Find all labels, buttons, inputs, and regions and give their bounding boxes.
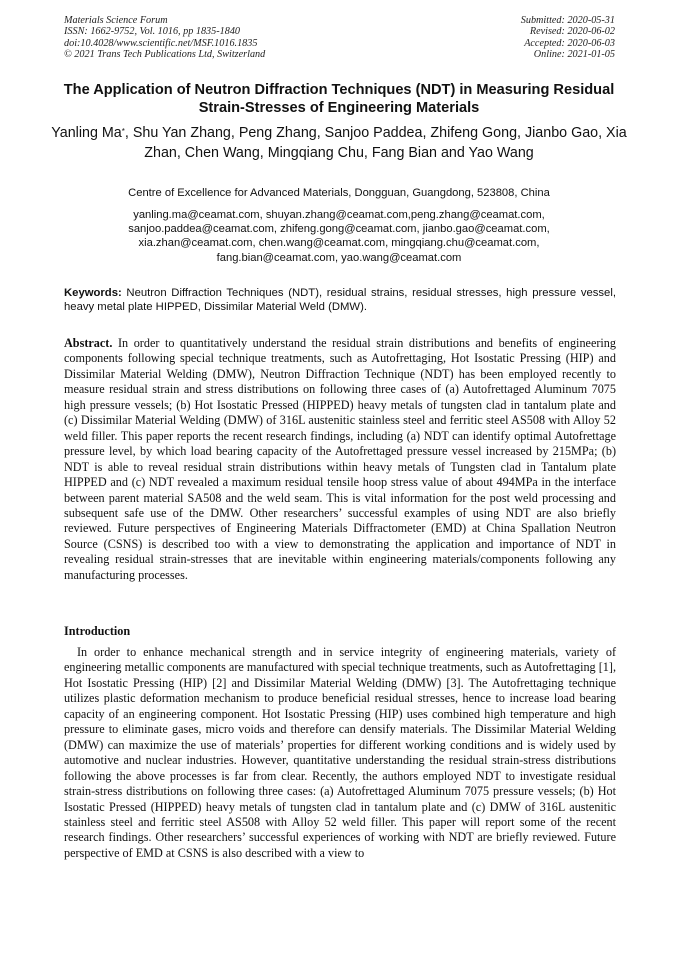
journal-info — [64, 15, 265, 60]
abstract-label: Abstract. — [64, 336, 113, 350]
publication-dates — [521, 15, 615, 60]
journal-issn: ISSN: 1662-9752, Vol. 1016, pp 1835-1840 — [64, 26, 241, 38]
other-authors: , Shu Yan Zhang, Peng Zhang, Sanjoo Paddea, Zhifeng Gong, Jianbo Gao, Xia Zhan, Chen Wang, Mingqiang Chu, Fang Bian and Yao Wang — [124, 125, 627, 161]
abstract — [64, 336, 616, 583]
introduction-paragraph: In order to enhance mechanical strength and in service integrity of engineering materials, variety of engineering metallic components are manufactured with special technique treatments, such as Autofrettaging [1], Hot Isostatic Pressing (HIP) [2] and Dissimilar Material Welding (DMW) [3]. The Autofrettaging technique utilizes plastic deformation mechanism to produce beneficial residual stresses, hence to increase load bearing capacity of an engineering component. Hot Isostatic Pressing (HIP) uses combined high temperature and high pressure to eliminate gases, micro voids and therefore can densify materials. The Dissimilar Material Welding (DMW) can maximize the use of materials’ properties for different working conditions and is widely used by automotive and nuclear industries. However, quantitative understanding the residual strain-stress distributions following the above processes is far from clear. Recently, the authors employed NDT to investigate residual strain-stress distributions on following three cases: (a) Autofrettaged Aluminum 7075 pressure vessels; (b) Hot Isostatic Pressed (HIPPED) heavy metals of tungsten clad in tantalum plate and (c) DMW of 316L austenitic stainless steel and ferritic steel AS508 with Alloy 52 weld filler. This paper will report some of the recent research findings. Other researchers’ successful experiences of working with NDT are briefly reviewed. Future perspective of EMD at CSNS is also described with a view to — [64, 645, 616, 860]
date-submitted: Submitted: 2020-05-31 — [520, 15, 615, 26]
corresponding-author-mark: * — [121, 127, 125, 136]
date-revised: Revised: 2020-06-02 — [529, 26, 615, 38]
abstract-text: In order to quantitatively understand the residual strain distributions and benefits of engineering components following special technique treatments, such as Autofrettaging, Hot Isostatic Pressing (HIP) and Dissimilar Material Welding (DMW), Neutron Diffraction Technique (NDT) has been employed recently to measure residual strain and stress distributions on following three cases of (a) Autofrettaged Aluminum 7075 high pressure vessels; (b) Hot Isostatic Pressed (HIPPED) heavy metals of tungsten clad in tantalum plate and (c) Dissimilar Material Welding (DMW) of 316L austenitic stainless steel and ferritic steel AS508 with Alloy 52 weld filler. This paper reports the recent research findings, including (a) NDT can identify optimal Autofrettage pressure level, by which load bearing capacity of the Autofrettaged pressure vessel increased by 215MPa; (b) NDT is able to reveal residual strain distributions within heavy metals of Tungsten clad in Tantalum plate HIPPED and (c) NDT revealed a maximum residual tensile hoop stress value of about 494MPa in the interface between parent material SA508 and the weld seam. This is vital information for the post weld processing and subsequent safe use of the DMW. Other researchers’ successful examples of using NDT are also briefly reviewed. Future perspectives of Engineering Materials Diffractometer (EMD) at China Spallation Neutron Source (CSNS) is described too with a view to demonstrating the application and importance of NDT in revealing residual strain-stresses that are inevitable within engineering materials/components following any manufacturing processes. — [64, 336, 616, 582]
email-line: xia.zhan@ceamat.com, chen.wang@ceamat.com, mingqiang.chu@ceamat.com, — [138, 237, 540, 250]
journal-copyright: © 2021 Trans Tech Publications Ltd, Switzerland — [64, 48, 266, 60]
journal-doi: doi:10.4028/www.scientific.net/MSF.1016.1835 — [64, 37, 258, 49]
affiliation: Centre of Excellence for Advanced Materials, Dongguan, Guangdong, 523808, China — [128, 187, 550, 199]
keywords — [64, 286, 616, 314]
section-heading-introduction: Introduction — [64, 624, 131, 638]
email-line: fang.bian@ceamat.com, yao.wang@ceamat.com — [216, 251, 462, 264]
keywords-label: Keywords: — [64, 287, 122, 299]
first-author: Yanling Ma — [51, 125, 122, 141]
date-online: Online: 2021-01-05 — [533, 48, 615, 60]
email-line: sanjoo.paddea@ceamat.com, zhifeng.gong@ceamat.com, jianbo.gao@ceamat.com, — [128, 223, 550, 236]
author-emails — [40, 208, 638, 265]
date-accepted: Accepted: 2020-06-03 — [524, 37, 615, 49]
paper-title: The Application of Neutron Diffraction Techniques (NDT) in Measuring Residual Strain-Stresses of Engineering Materials — [63, 82, 615, 116]
email-line: yanling.ma@ceamat.com, shuyan.zhang@ceamat.com,peng.zhang@ceamat.com, — [133, 209, 545, 221]
author-list — [40, 124, 638, 163]
journal-name: Materials Science Forum — [64, 15, 168, 26]
keywords-text: Neutron Diffraction Techniques (NDT), residual strains, residual stresses, high pressure vessel, heavy metal plate HIPPED, Dissimilar Material Weld (DMW). — [64, 287, 616, 314]
